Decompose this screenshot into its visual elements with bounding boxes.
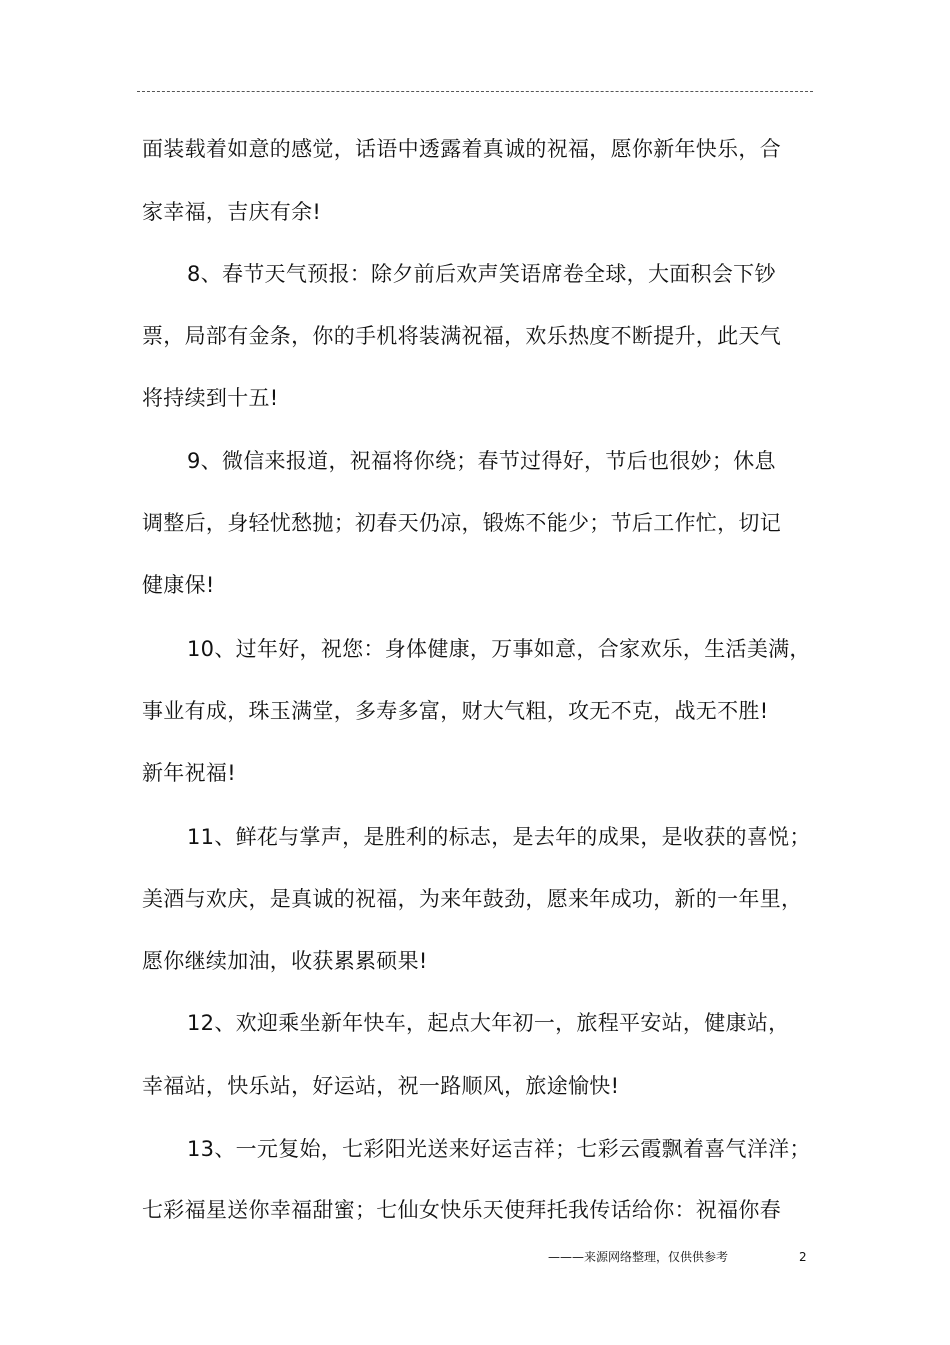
text-line: 9、微信来报道，祝福将你绕；春节过得好，节后也很妙；休息 (187, 449, 776, 473)
text-line: 七彩福星送你幸福甜蜜；七仙女快乐天使拜托我传话给你：祝福你春 (142, 1198, 781, 1222)
text-line: 愿你继续加油，收获累累硕果! (142, 949, 428, 973)
text-line: 票，局部有金条，你的手机将装满祝福，欢乐热度不断提升，此天气 (142, 324, 781, 348)
text-line: 8、春节天气预报：除夕前后欢声笑语席卷全球，大面积会下钞 (187, 262, 776, 286)
text-line: 13、一元复始，七彩阳光送来好运吉祥；七彩云霞飘着喜气洋洋； (187, 1137, 811, 1161)
text-line: 家幸福，吉庆有余! (142, 200, 322, 224)
text-line: 美酒与欢庆，是真诚的祝福，为来年鼓劲，愿来年成功，新的一年里， (142, 887, 803, 911)
text-line: 调整后，身轻忧愁抛；初春天仍凉，锻炼不能少；节后工作忙，切记 (142, 511, 781, 535)
text-line: 10、过年好，祝您：身体健康，万事如意，合家欢乐，生活美满， (187, 637, 811, 661)
footer-source-note: ———来源网络整理，仅供供参考 (548, 1250, 729, 1264)
text-line: 面装载着如意的感觉，话语中透露着真诚的祝福，愿你新年快乐，合 (142, 137, 781, 161)
text-line: 新年祝福! (142, 761, 236, 785)
text-line: 事业有成，珠玉满堂，多寿多富，财大气粗，攻无不克，战无不胜! (142, 699, 769, 723)
text-line: 12、欢迎乘坐新年快车，起点大年初一，旅程平安站，健康站， (187, 1011, 790, 1035)
text-line: 11、鲜花与掌声，是胜利的标志，是去年的成果，是收获的喜悦； (187, 825, 811, 849)
text-line: 幸福站，快乐站，好运站，祝一路顺风，旅途愉快! (142, 1074, 620, 1098)
text-line: 将持续到十五! (142, 386, 279, 410)
text-line: 健康保! (142, 573, 215, 597)
page-number: 2 (799, 1250, 807, 1264)
header-divider (137, 91, 813, 92)
